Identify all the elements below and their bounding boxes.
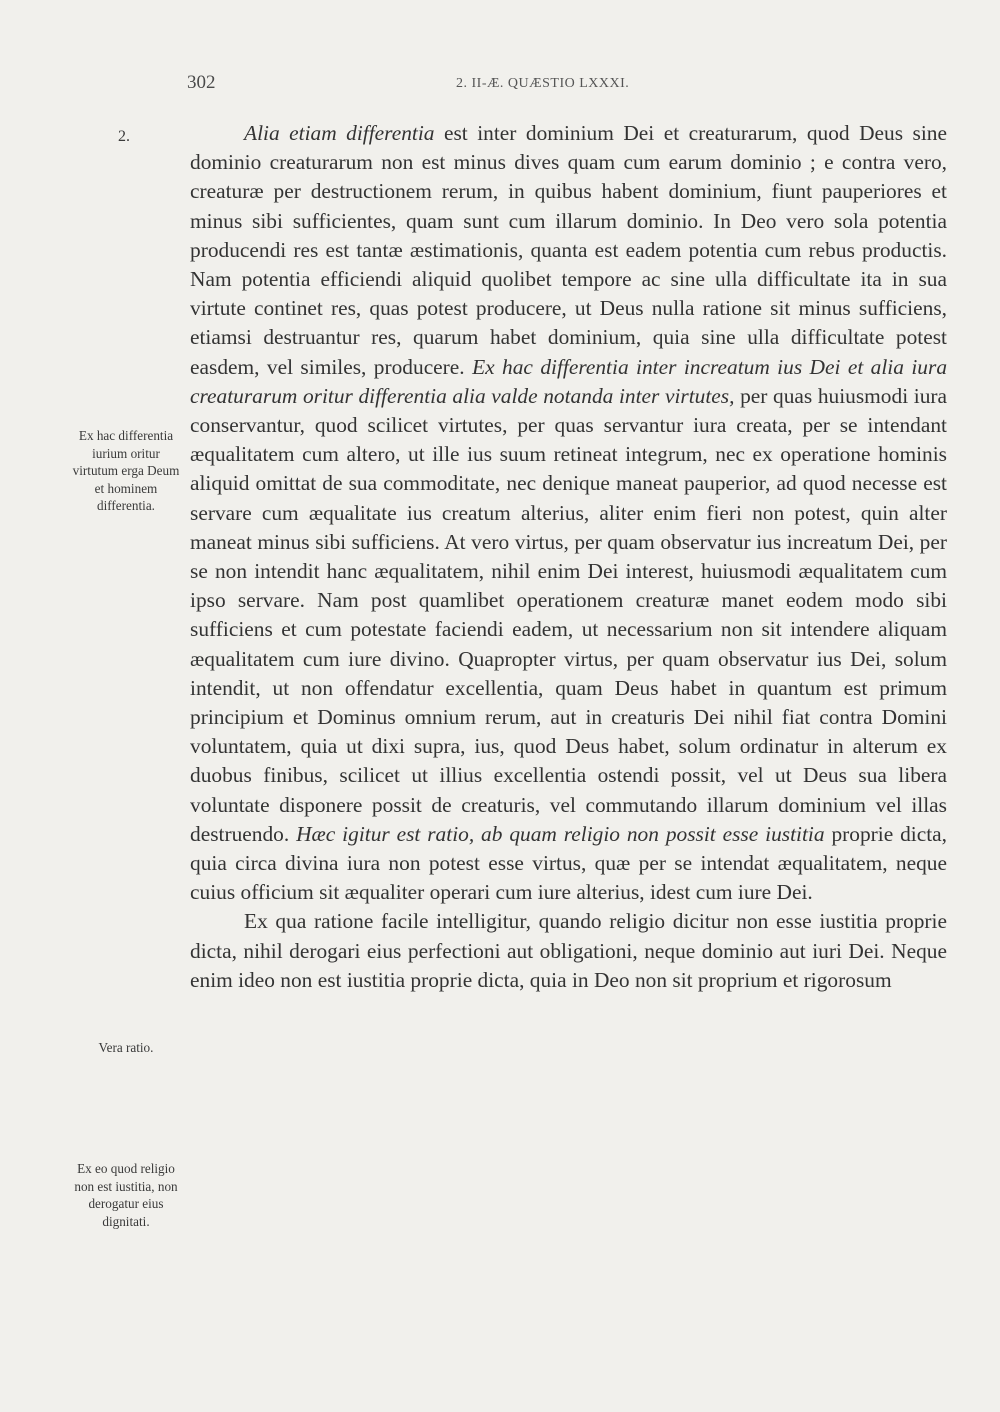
paragraph-text: proprie dicta, quia circa divina iura non potest esse virtus, quæ per se intendat æqualitatem, neque cuius officium sit æqualiter operari cum iure alterius, idest cum iure Dei. xyxy=(190,821,948,905)
paragraph-text: per quas huiusmodi iura conservantur, quod scilicet virtutes, per quas servantur iura creata, per se intendant æqualitatem cum altero, ut ille ius suum retineat integrum, nec ex operatione hominis aliquid omittat de sua commoditate, nec denique maneat pauperior, ad quod necesse est servare cum æqualitate ius creatum alterius, aliter enim fieri non potest, quin alter maneat minus sibi sufficiens. At vero virtus, per quam observatur ius increatum Dei, per se non intendit hanc æqualitatem, nihil enim Dei interest, huiusmodi æqualitatem cum ipso servare. Nam post quamlibet operationem creaturæ manet eodem modo sibi sufficiens et cum potestate faciendi eadem, ut necessarium non sit intendere aliquam æqualitatem cum iure divino. Quapropter virtus, per quam observatur ius Dei, solum intendit, ut non offendatur excellentia, quam Deus habet in quantum est primum principium et Dominus omnium rerum, aut in creaturis Dei nihil fiat contra Domini voluntatem, quia ut dixi supra, ius, quod Deus habet, solum ordinatur in alterum ex duobus finibus, scilicet ut illius excellentia ostendi possit, vel ut Deus sua libera voluntate disponere possit de creaturis, vel commutando illarum dominium vel illas destruendo. xyxy=(190,383,948,846)
paragraph-text: Ex qua ratione facile intelligitur, quando religio dicitur non esse iustitia proprie dicta, nihil derogari eius perfectioni aut obligationi, neque dominio aut iuri Dei. Neque enim ideo non est iustitia proprie dicta, quia in Deo non sit proprium et rigorosum xyxy=(190,909,947,992)
margin-note-differentia: Ex hac differentia iurium oritur virtutum erga Deum et hominem differentia. xyxy=(72,428,180,513)
paragraph-2 xyxy=(190,907,947,995)
paragraph-number: 2. xyxy=(118,128,130,145)
main-text xyxy=(190,119,947,995)
margin-note-dignitati: Ex eo quod religio non est iustitia, non derogatur eius dignitati. xyxy=(74,1161,178,1229)
italic-phrase: Hæc igitur est ratio, ab quam religio non possit esse iustitia xyxy=(296,821,825,846)
paragraph-1 xyxy=(190,119,947,907)
margin-note-vera-ratio: Vera ratio. xyxy=(98,1040,154,1055)
italic-phrase: Alia etiam differentia xyxy=(244,121,435,145)
running-head: 2. II-Æ. QUÆSTIO LXXXI. xyxy=(456,76,630,91)
page-number: 302 xyxy=(187,72,216,93)
italic-phrase: Ex hac differentia inter increatum ius Dei et alia iura creaturarum oritur differentia alia valde notanda inter virtutes, xyxy=(190,354,948,408)
paragraph-text: est inter dominium Dei et creaturarum, quod Deus sine dominio creaturarum non est minus dives quam cum earum dominio ; e contra vero, creaturæ per destructionem rerum, in quibus habent dominium, fiunt pauperiores et minus sibi sufficientes, quam sunt cum illarum dominio. In Deo vero sola potentia producendi res est tantæ æstimationis, quanta est eadem potentia cum rebus productis. Nam potentia efficiendi aliquid quolibet tempore ac sine ulla difficultate ita in sua virtute continet res, quas potest producere, ut Deus nulla ratione sit minus sufficiens, etiamsi destruantur res, quarum habet dominium, quia sine ulla difficultate potest easdem, vel similes, producere. xyxy=(190,121,947,379)
page-header xyxy=(0,72,1000,102)
